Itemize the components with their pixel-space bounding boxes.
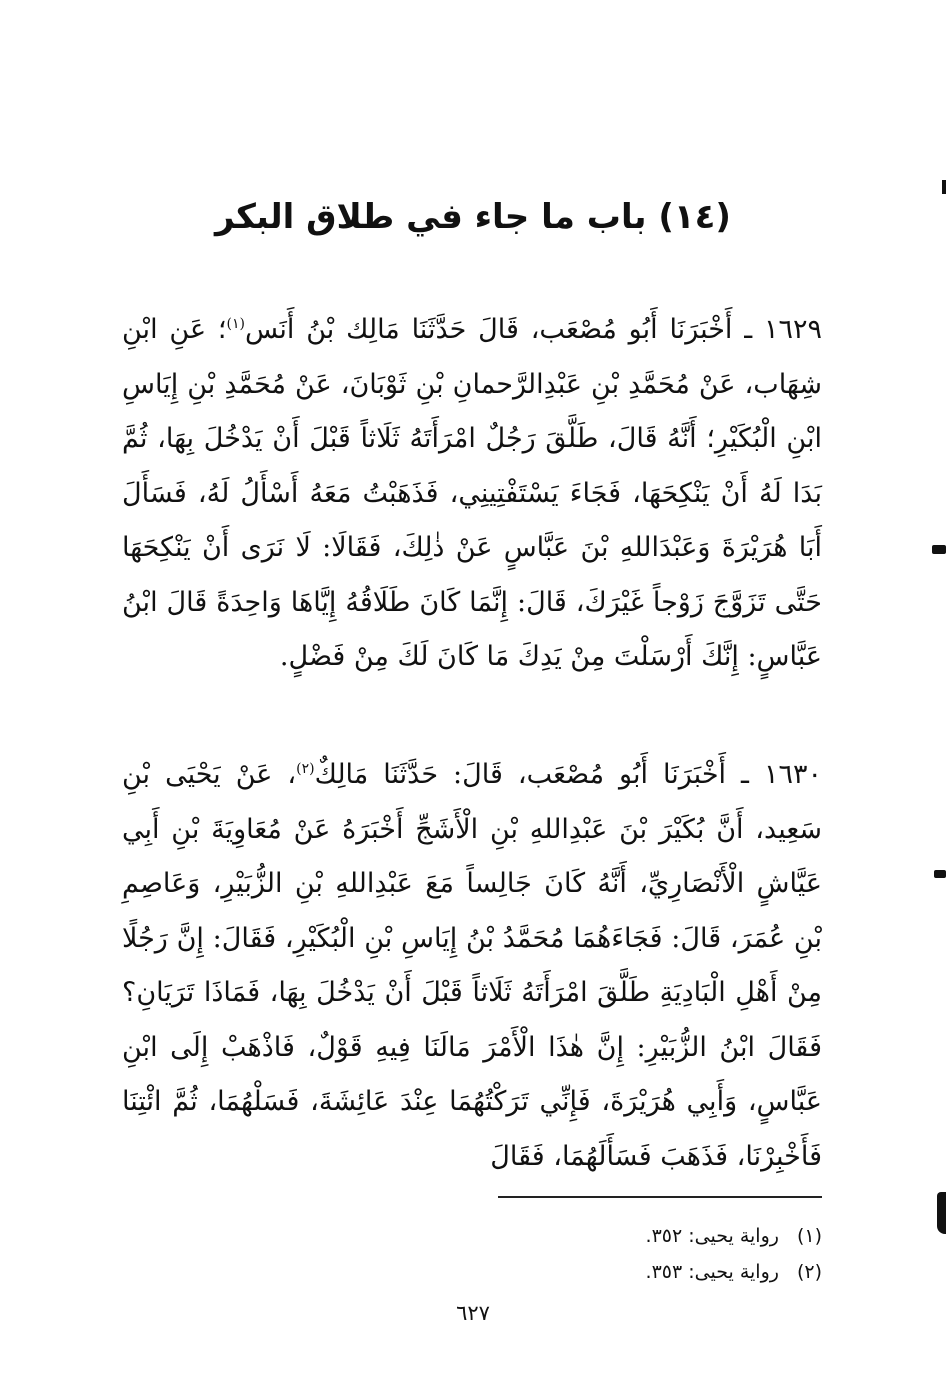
hadith-1630 [122, 748, 822, 1184]
scan-edge-mark [937, 1192, 946, 1234]
hadith-text-rest: ؛ عَنِ ابْنِ شِهَاب، عَنْ مُحَمَّدِ بْنِ عَبْدِالرَّحمانِ بْنِ ثَوْبَانَ، عَنْ مُحَمَّدِ بْنِ إِيَاسِ ابْنِ الْبُكَيْرِ؛ أَنَّهُ قَالَ، طَلَّقَ رَجُلٌ امْرَأَتَهُ ثَلَاثاً قَبْلَ أَنْ يَدْخُلَ بِهَا، ثُمَّ بَدَا لَهُ أَنْ يَنْكِحَهَا، فَجَاءَ يَسْتَفْتِينِي، فَذَهَبْتُ مَعَهُ أَسْأَلُ لَهُ، فَسَأَلَ أَبَا هُرَيْرَةَ وَعَبْدَاللهِ بْنَ عَبَّاسٍ عَنْ ذٰلِكَ، فَقَالَا: لَا نَرَى أَنْ يَنْكِحَهَا حَتَّى تَزَوَّجَ زَوْجاً غَيْرَكَ، قَالَ: إِنَّمَا كَانَ طَلَاقُهُ إِيَّاهَا وَاحِدَةً قَالَ ابْنُ عَبَّاسٍ: إِنَّكَ أَرْسَلْتَ مِنْ يَدِكَ مَا كَانَ لَكَ مِنْ فَضْلٍ. [122, 314, 822, 672]
footnote-reference-1[interactable]: (١) [226, 316, 245, 332]
footnote-marker: (١) [796, 1225, 822, 1247]
hadith-number: ١٦٢٩ ـ [744, 314, 823, 345]
footnote-1 [498, 1218, 822, 1254]
footnotes-section [498, 1218, 822, 1290]
scan-edge-mark [934, 870, 946, 878]
footnote-marker: (٢) [796, 1261, 822, 1283]
footnote-text: رواية يحيى: ٣٥٣. [645, 1261, 779, 1283]
scan-edge-mark [932, 545, 946, 554]
hadith-1629 [122, 303, 822, 685]
footnote-text: رواية يحيى: ٣٥٢. [645, 1225, 779, 1247]
footnote-reference-2[interactable]: (٢) [296, 761, 315, 777]
hadith-text-start: أَخْبَرَنَا أَبُو مُصْعَب، قَالَ حَدَّثَنَا مَالِك بْنُ أَنَس [244, 314, 733, 345]
hadith-paragraph [122, 303, 822, 685]
hadith-text-rest: ، عَنْ يَحْيَى بْنِ سَعِيد، أَنَّ بُكَيْرَ بْنَ عَبْدِاللهِ بْنِ الْأَشَجِّ أَخْبَرَهُ عَنْ مُعَاوِيَةَ بْنِ أَبِي عَيَّاشٍ الْأَنْصَارِيِّ، أَنَّهُ كَانَ جَالِساً مَعَ عَبْدِاللهِ بْنِ الزُّبَيْرِ، وَعَاصِمِ بْنِ عُمَرَ، قَالَ: فَجَاءَهُمَا مُحَمَّدُ بْنُ إِيَاسِ بْنِ الْبُكَيْرِ، فَقَالَ: إِنَّ رَجُلًا مِنْ أَهْلِ الْبَادِيَةِ طَلَّقَ امْرَأَتَهُ ثَلَاثاً قَبْلَ أَنْ يَدْخُلَ بِهَا، فَمَاذَا تَرَيَانِ؟ فَقَالَ ابْنُ الزُّبَيْرِ: إِنَّ هٰذَا الْأَمْرَ مَالَنَا فِيهِ قَوْلٌ، فَاذْهَبْ إِلَى ابْنِ عَبَّاسٍ، وَأَبِي هُرَيْرَةَ، فَإِنِّي تَرَكْتُهُمَا عِنْدَ عَائِشَةَ، فَسَلْهُمَا، ثُمَّ ائْتِنَا فَأَخْبِرْنَا، فَذَهَبَ فَسَأَلَهُمَا، فَقَالَ [122, 759, 822, 1172]
hadith-number: ١٦٣٠ ـ [741, 759, 822, 790]
page-number: ٦٢٧ [456, 1301, 490, 1325]
hadith-text-start: أَخْبَرَنَا أَبُو مُصْعَب، قَالَ: حَدَّثَنَا مَالِكٌ [314, 759, 727, 790]
scan-edge-mark [942, 180, 946, 194]
chapter-title: (١٤) باب ما جاء في طلاق البكر [215, 197, 731, 237]
hadith-paragraph [122, 748, 822, 1184]
footnote-2 [498, 1254, 822, 1290]
footnote-divider [498, 1196, 822, 1198]
